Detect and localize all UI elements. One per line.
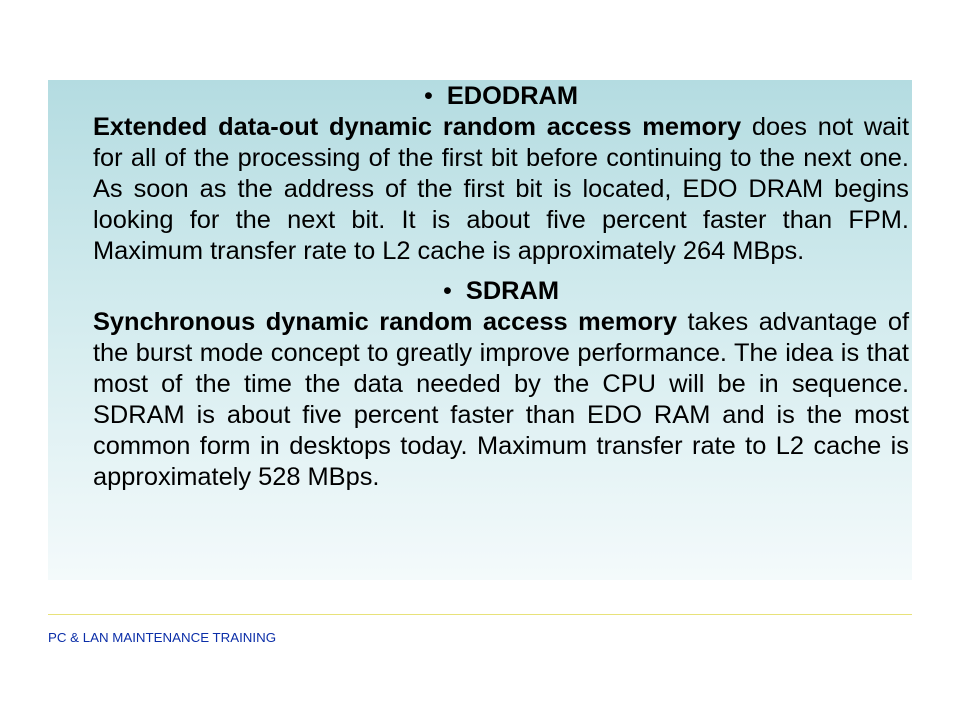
section-body xyxy=(93,307,909,493)
footer-label: PC & LAN MAINTENANCE TRAINING xyxy=(48,630,277,645)
body-text: does not wait for all of the processing of the first bit before continuing to the next one. As soon as the address of the first bit is located, EDO DRAM begins looking for the next bit. It is about five percent faster than FPM. Maximum transfer rate to L2 cache is approximately 264 MBps. xyxy=(93,113,909,265)
body-text: takes advantage of the burst mode concept to greatly improve performance. The idea is that most of the time the data needed by the CPU will be in sequence. SDRAM is about five percent faster than EDO RAM and is the most common form in desktops today. Maximum transfer rate to L2 cache is approximately 528 MBps. xyxy=(93,308,909,491)
heading-text: EDODRAM xyxy=(446,82,579,110)
section-body xyxy=(93,112,909,267)
content-text xyxy=(93,81,909,493)
footer-divider xyxy=(48,614,912,615)
bullet-icon: • xyxy=(423,82,433,110)
term-definition: Extended data-out dynamic random access memory xyxy=(93,113,742,141)
term-definition: Synchronous dynamic random access memory xyxy=(93,308,677,336)
section-heading xyxy=(93,81,909,112)
section-heading xyxy=(93,276,909,307)
heading-text: SDRAM xyxy=(465,277,559,305)
section-sdram xyxy=(93,276,909,493)
bullet-icon: • xyxy=(443,277,452,305)
section-edodram xyxy=(93,81,909,267)
